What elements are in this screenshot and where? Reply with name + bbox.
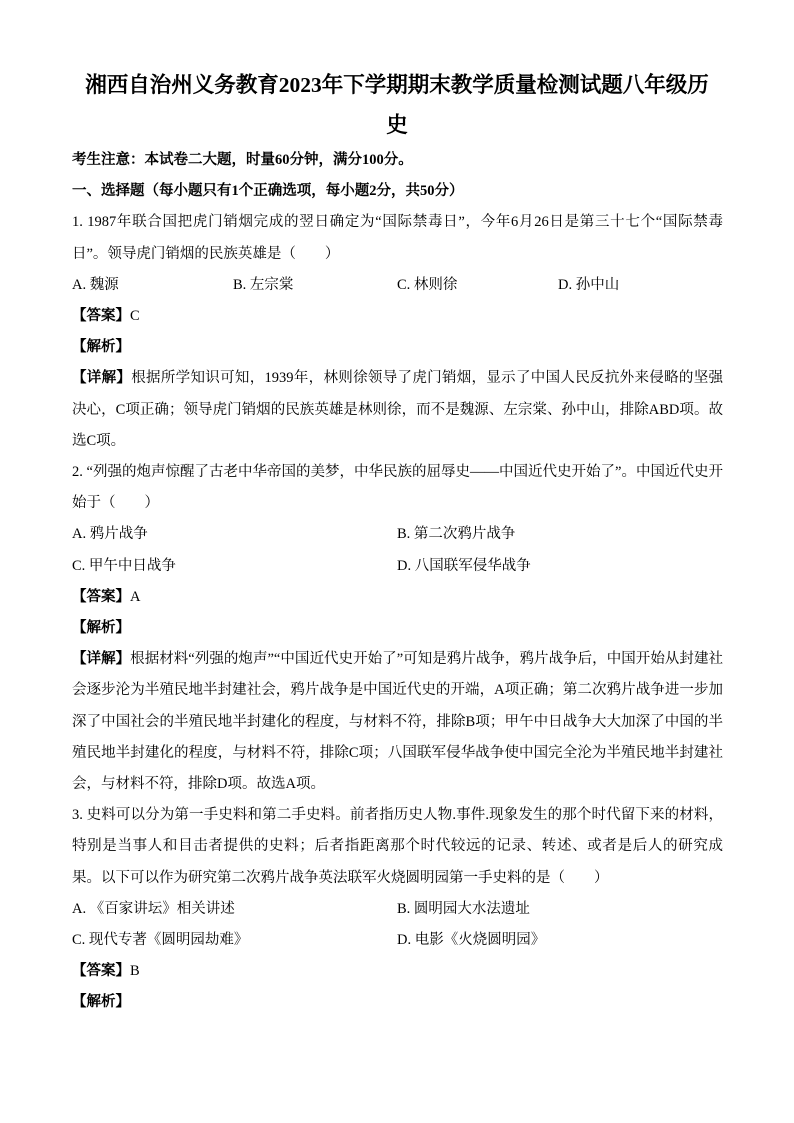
detail-text: 根据材料“列强的炮声”“中国近代史开始了”可知是鸦片战争，鸦片战争后，中国开始从封建社会逐步沦为半殖民地半封建社会，鸦片战争是中国近代史的开端，A项正确；第二次鸦片战争进一步加深了中国社会的半殖民地半封建化的程度，与材料不符，排除B项；甲午中日战争大大加深了中国的半殖民地半封建化的程度，与材料不符，排除C项；八国联军侵华战争使中国完全沦为半殖民地半封建社会，与材料不符，排除D项。故选A项。: [72, 651, 723, 793]
option-c: C. 现代专著《圆明园劫难》: [72, 932, 249, 949]
option-c: C. 林则徐: [397, 276, 458, 293]
question-stem: 3. 史料可以分为第一手史料和第二手史料。前者指历史人物.事件.现象发生的那个时代留下来的材料，特别是当事人和目击者提供的史料；后者指距离那个时代较远的记录、转述、或者是后人的研究成果。以下可以作为研究第二次鸦片战争英法联军火烧圆明园第一手史料的是（ ）: [72, 807, 723, 886]
answer-value: C: [130, 308, 140, 325]
option-a: A. 鸦片战争: [72, 526, 148, 543]
question-1: [72, 207, 723, 457]
option-b: B. 左宗棠: [233, 276, 294, 293]
question-stem: 2. “列强的炮声惊醒了古老中华帝国的美梦，中华民族的屈辱史——中国近代史开始了”。中国近代史开始于（ ）: [72, 464, 723, 512]
option-d: D. 孙中山: [558, 276, 620, 293]
option-a: A. 《百家讲坛》相关讲述: [72, 900, 235, 917]
question-options: [72, 519, 723, 581]
option-b: B. 圆明园大水法遗址: [397, 900, 530, 917]
analysis-label: 【解析】: [72, 339, 130, 356]
question-2: [72, 457, 723, 800]
detail-label: 【详解】: [72, 651, 131, 668]
question-options: [72, 894, 723, 956]
option-b: B. 第二次鸦片战争: [397, 526, 516, 543]
detail-paragraph: [72, 363, 723, 457]
exam-notice: 考生注意：本试卷二大题，时量60分钟，满分100分。: [72, 152, 413, 168]
question-stem: 1. 1987年联合国把虎门销烟完成的翌日确定为“国际禁毒日”，今年6月26日是第三十七个“国际禁毒日”。领导虎门销烟的民族英雄是（ ）: [72, 214, 723, 262]
answer-label: 【答案】: [72, 588, 130, 605]
analysis-label: 【解析】: [72, 994, 130, 1011]
answer-line: [72, 301, 723, 332]
question-options: [72, 270, 723, 301]
analysis-line: [72, 332, 723, 363]
analysis-line: [72, 987, 723, 1018]
option-d: D. 电影《火烧圆明园》: [397, 932, 546, 949]
option-a: A. 魏源: [72, 276, 119, 293]
detail-label: 【详解】: [72, 370, 132, 387]
answer-value: B: [130, 963, 140, 980]
answer-label: 【答案】: [72, 308, 130, 325]
option-c: C. 甲午中日战争: [72, 557, 176, 574]
detail-paragraph: [72, 644, 723, 800]
answer-line: [72, 582, 723, 613]
answer-line: [72, 956, 723, 987]
detail-text: 根据所学知识可知，1939年，林则徐领导了虎门销烟，显示了中国人民反抗外来侵略的坚强决心，C项正确；领导虎门销烟的民族英雄是林则徐，而不是魏源、左宗棠、孙中山，排除ABD项。故选C项。: [72, 370, 724, 449]
analysis-line: [72, 613, 723, 644]
answer-value: A: [130, 588, 141, 605]
option-d: D. 八国联军侵华战争: [397, 557, 531, 574]
page-content: [72, 145, 723, 1019]
section-heading: 一、选择题（每小题只有1个正确选项，每小题2分，共50分）: [72, 183, 464, 200]
analysis-label: 【解析】: [72, 620, 130, 637]
question-3: [72, 800, 723, 1018]
page-title: 湘西自治州义务教育2023年下学期期末教学质量检测试题八年级历史: [85, 73, 709, 137]
answer-label: 【答案】: [72, 963, 130, 980]
